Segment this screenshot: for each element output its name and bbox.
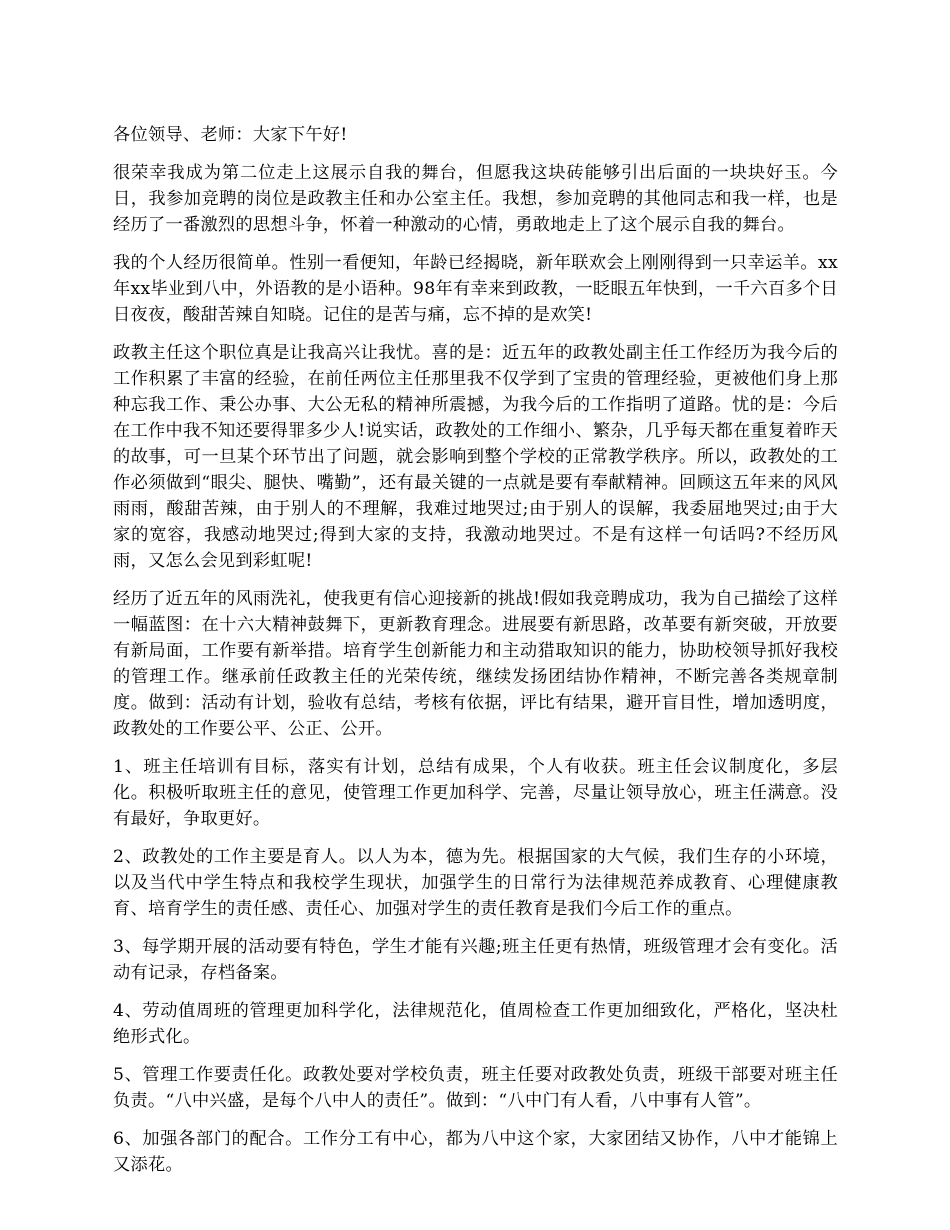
blueprint-paragraph: 经历了近五年的风雨洗礼，使我更有信心迎接新的挑战!假如我竞聘成功，我为自己描绘了这样一幅蓝图：在十六大精神鼓舞下，更新教育理念。进展要有新思路，改革要有新突破，开放要有新局面，工作要有新举措。培育学生创新能力和主动猎取知识的能力，协助校领导抓好我校的管理工作。继承前任政教主任的光荣传统，继续发扬团结协作精神，不断完善各类规章制度。做到：活动有计划，验收有总结，考核有依据，评比有结果，避开盲目性，增加透明度，政教处的工作要公平、公正、公开。 — [113, 589, 838, 739]
plan-item-6: 6、加强各部门的配合。工作分工有中心，都为八中这个家，大家团结又协作，八中才能锦上又添花。 — [113, 1129, 838, 1175]
greeting-paragraph: 各位领导、老师：大家下午好! — [113, 125, 348, 145]
plan-item-2: 2、政教处的工作主要是育人。以人为本，德为先。根据国家的大气候，我们生存的小环境，以及当代中学生特点和我校学生现状，加强学生的日常行为法律规范养成教育、心理健康教育、培育学生的责任感、责任心、加强对学生的责任教育是我们今后工作的重点。 — [113, 847, 838, 919]
intro-paragraph: 很荣幸我成为第二位走上这展示自我的舞台，但愿我这块砖能够引出后面的一块块好玉。今日，我参加竞聘的岗位是政教主任和办公室主任。我想，参加竞聘的其他同志和我一样，也是经历了一番激烈的思想斗争，怀着一种激动的心情，勇敢地走上了这个展示自我的舞台。 — [113, 163, 838, 235]
plan-item-3: 3、每学期开展的活动要有特色，学生才能有兴趣;班主任更有热情，班级管理才会有变化。活动有记录，存档备案。 — [113, 937, 838, 983]
personal-experience-paragraph: 我的个人经历很简单。性别一看便知，年龄已经揭晓，新年联欢会上刚刚得到一只幸运羊。xx年xx毕业到八中，外语教的是小语种。98年有幸来到政教，一眨眼五年快到，一千六百多个日日夜夜，酸甜苦辣自知晓。记住的是苦与痛，忘不掉的是欢笑! — [113, 253, 838, 325]
position-reflection-paragraph: 政教主任这个职位真是让我高兴让我忧。喜的是：近五年的政教处副主任工作经历为我今后的工作积累了丰富的经验，在前任两位主任那里我不仅学到了宝贵的管理经验，更被他们身上那种忘我工作、秉公办事、大公无私的精神所震撼，为我今后的工作指明了道路。忧的是：今后在工作中我不知还要得罪多少人!说实话，政教处的工作细小、繁杂，几乎每天都在重复着昨天的故事，可一旦某个环节出了问题，就会影响到整个学校的正常教学秩序。所以，政教处的工作必须做到“眼尖、腿快、嘴勤”，还有最关键的一点就是要有奉献精神。回顾这五年来的风风雨雨，酸甜苦辣，由于别人的不理解，我难过地哭过;由于别人的误解，我委屈地哭过;由于大家的宽容，我感动地哭过;得到大家的支持，我激动地哭过。不是有这样一句话吗?不经历风雨，又怎么会见到彩虹呢! — [113, 343, 838, 571]
plan-item-4: 4、劳动值周班的管理更加科学化，法律规范化，值周检查工作更加细致化，严格化，坚决杜绝形式化。 — [113, 1001, 838, 1047]
plan-item-1: 1、班主任培训有目标，落实有计划，总结有成果，个人有收获。班主任会议制度化，多层化。积极听取班主任的意见，使管理工作更加科学、完善，尽量让领导放心，班主任满意。没有最好，争取更好。 — [113, 757, 838, 829]
document-page — [113, 122, 838, 1190]
plan-item-5: 5、管理工作要责任化。政教处要对学校负责，班主任要对政教处负责，班级干部要对班主任负责。“八中兴盛，是每个八中人的责任”。做到：“八中门有人看，八中事有人管”。 — [113, 1065, 838, 1111]
